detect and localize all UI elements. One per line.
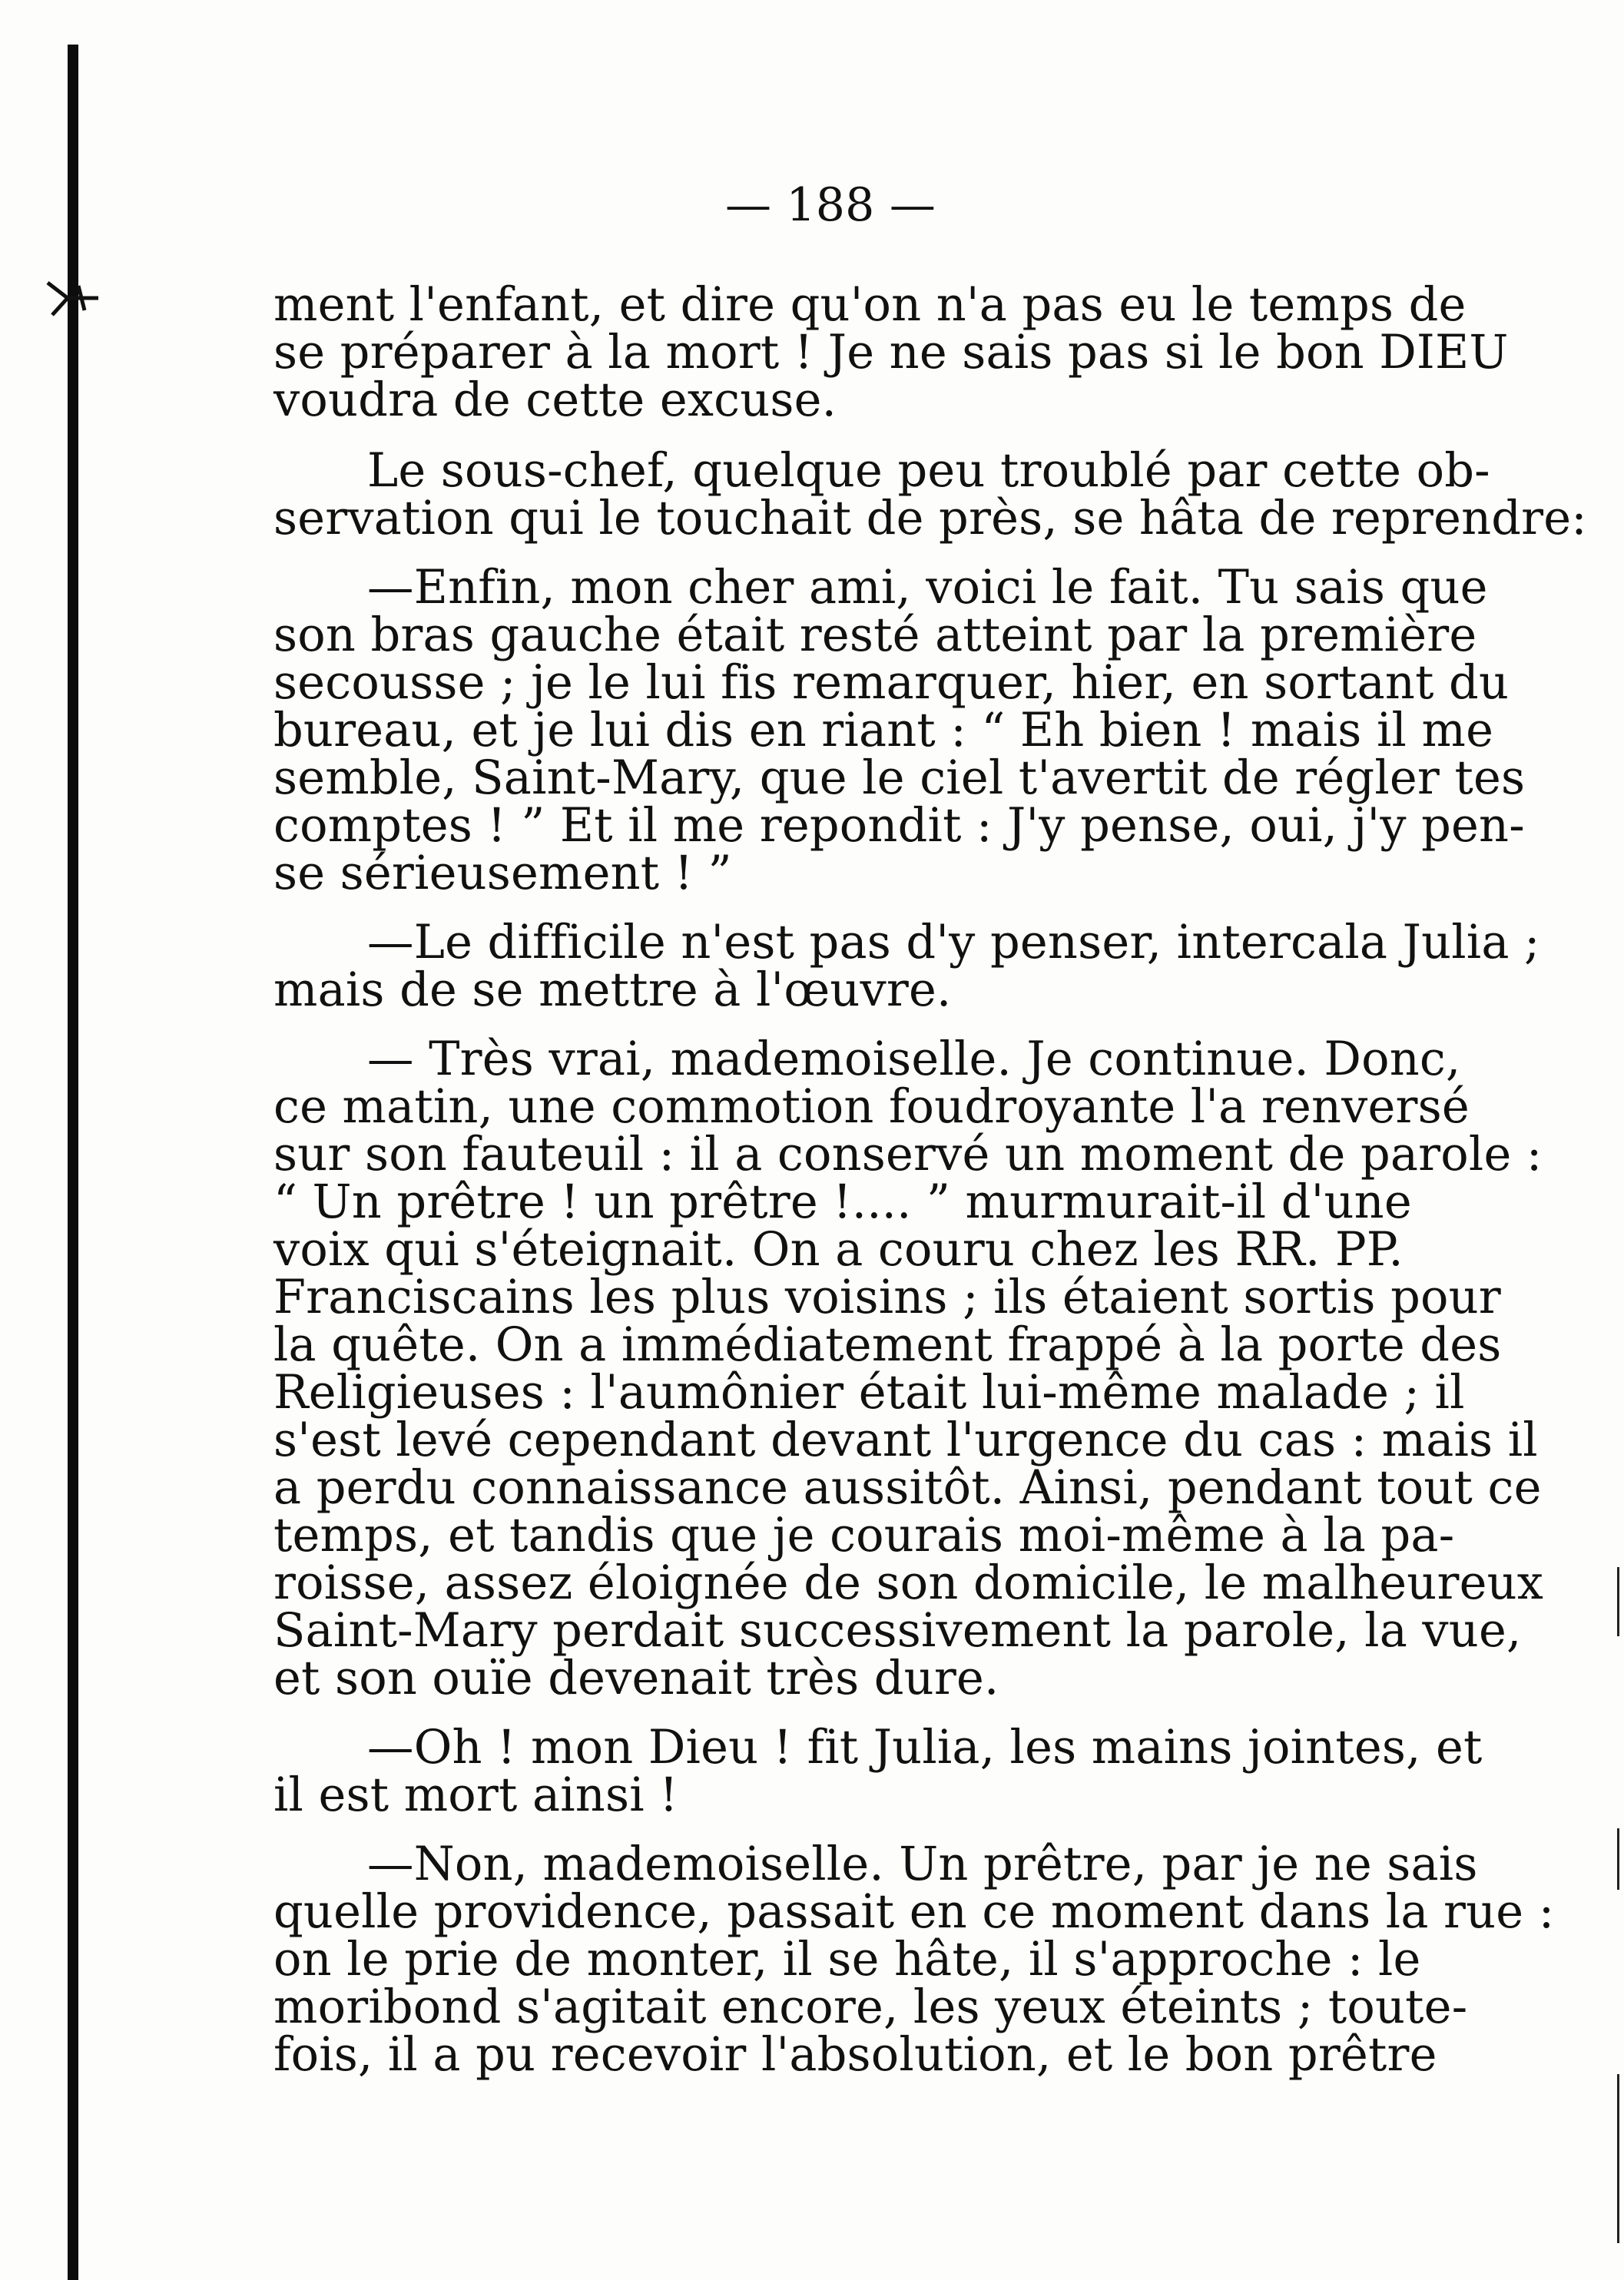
- text-line: mais de se mettre à l'œuvre.: [273, 963, 952, 1017]
- text-line: Saint-Mary perdait successivement la parole, la vue,: [273, 1604, 1522, 1658]
- page-number: — 188 —: [724, 178, 936, 232]
- text-line: a perdu connaissance aussitôt. Ainsi, pendant tout ce: [273, 1461, 1542, 1515]
- text-line: ment l'enfant, et dire qu'on n'a pas eu le temps de: [273, 278, 1467, 332]
- text-line: —Enfin, mon cher ami, voici le fait. Tu sais que: [367, 561, 1488, 615]
- paragraph-list: [273, 278, 1587, 2082]
- ink-smudge-mark: [45, 275, 106, 321]
- binding-edge: [68, 45, 78, 2280]
- text-line: secousse ; je le lui fis remarquer, hier, en sortant du: [273, 656, 1510, 710]
- text-line: Le sous-chef, quelque peu troublé par cette ob-: [367, 444, 1490, 498]
- text-line: se préparer à la mort ! Je ne sais pas si le bon DIEU: [273, 326, 1509, 379]
- paragraph: [273, 1721, 1483, 1822]
- paragraph: [273, 916, 1540, 1017]
- text-line: bureau, et je lui dis en riant : “ Eh bien ! mais il me: [273, 704, 1494, 757]
- text-line: — Très vrai, mademoiselle. Je continue. Donc,: [367, 1032, 1461, 1086]
- text-line: se sérieusement ! ”: [273, 847, 732, 900]
- text-line: —Le difficile n'est pas d'y penser, intercala Julia ;: [367, 916, 1540, 969]
- text-line: semble, Saint-Mary, que le ciel t'avertit de régler tes: [273, 751, 1526, 805]
- text-line: comptes ! ” Et il me repondit : J'y pense, oui, j'y pen-: [273, 799, 1525, 853]
- text-line: et son ouïe devenait très dure.: [273, 1652, 999, 1705]
- body-text: [273, 178, 1587, 2100]
- text-line: “ Un prêtre ! un prêtre !.... ” murmurait-il d'une: [273, 1175, 1412, 1229]
- text-line: moribond s'agitait encore, les yeux éteints ; toute-: [273, 1980, 1468, 2034]
- text-line: Religieuses : l'aumônier était lui-même malade ; il: [273, 1366, 1465, 1420]
- text-line: ce matin, une commotion foudroyante l'a renversé: [273, 1080, 1470, 1134]
- text-line: temps, et tandis que je courais moi-même à la pa-: [273, 1509, 1455, 1563]
- text-line: il est mort ainsi !: [273, 1768, 678, 1822]
- text-line: servation qui le touchait de près, se hâta de reprendre:: [273, 492, 1587, 545]
- text-line: la quête. On a immédiatement frappé à la porte des: [273, 1318, 1502, 1372]
- text-line: fois, il a pu recevoir l'absolution, et le bon prêtre: [273, 2028, 1437, 2082]
- text-line: sur son fauteuil : il a conservé un moment de parole :: [273, 1128, 1543, 1181]
- text-line: voix qui s'éteignait. On a couru chez les RR. PP.: [273, 1223, 1404, 1277]
- paragraph: [273, 1032, 1544, 1705]
- page-edge-mark: [1617, 2074, 1619, 2243]
- text-line: quelle providence, passait en ce moment dans la rue :: [273, 1885, 1555, 1939]
- paragraph: [273, 444, 1587, 545]
- paragraph: [273, 278, 1509, 427]
- paragraph: [273, 561, 1526, 900]
- paragraph: [273, 1838, 1555, 2082]
- page-edge-mark: [1617, 1828, 1619, 1890]
- text-line: —Oh ! mon Dieu ! fit Julia, les mains jointes, et: [367, 1721, 1483, 1775]
- text-line: roisse, assez éloignée de son domicile, le malheureux: [273, 1556, 1544, 1610]
- page-edge-mark: [1617, 1567, 1619, 1636]
- text-line: son bras gauche était resté atteint par la première: [273, 608, 1477, 662]
- text-line: on le prie de monter, il se hâte, il s'approche : le: [273, 1933, 1421, 1987]
- text-line: s'est levé cependant devant l'urgence du cas : mais il: [273, 1413, 1538, 1467]
- text-line: voudra de cette excuse.: [273, 373, 837, 427]
- text-line: Franciscains les plus voisins ; ils étaient sortis pour: [273, 1271, 1501, 1324]
- text-line: —Non, mademoiselle. Un prêtre, par je ne sais: [367, 1838, 1478, 1891]
